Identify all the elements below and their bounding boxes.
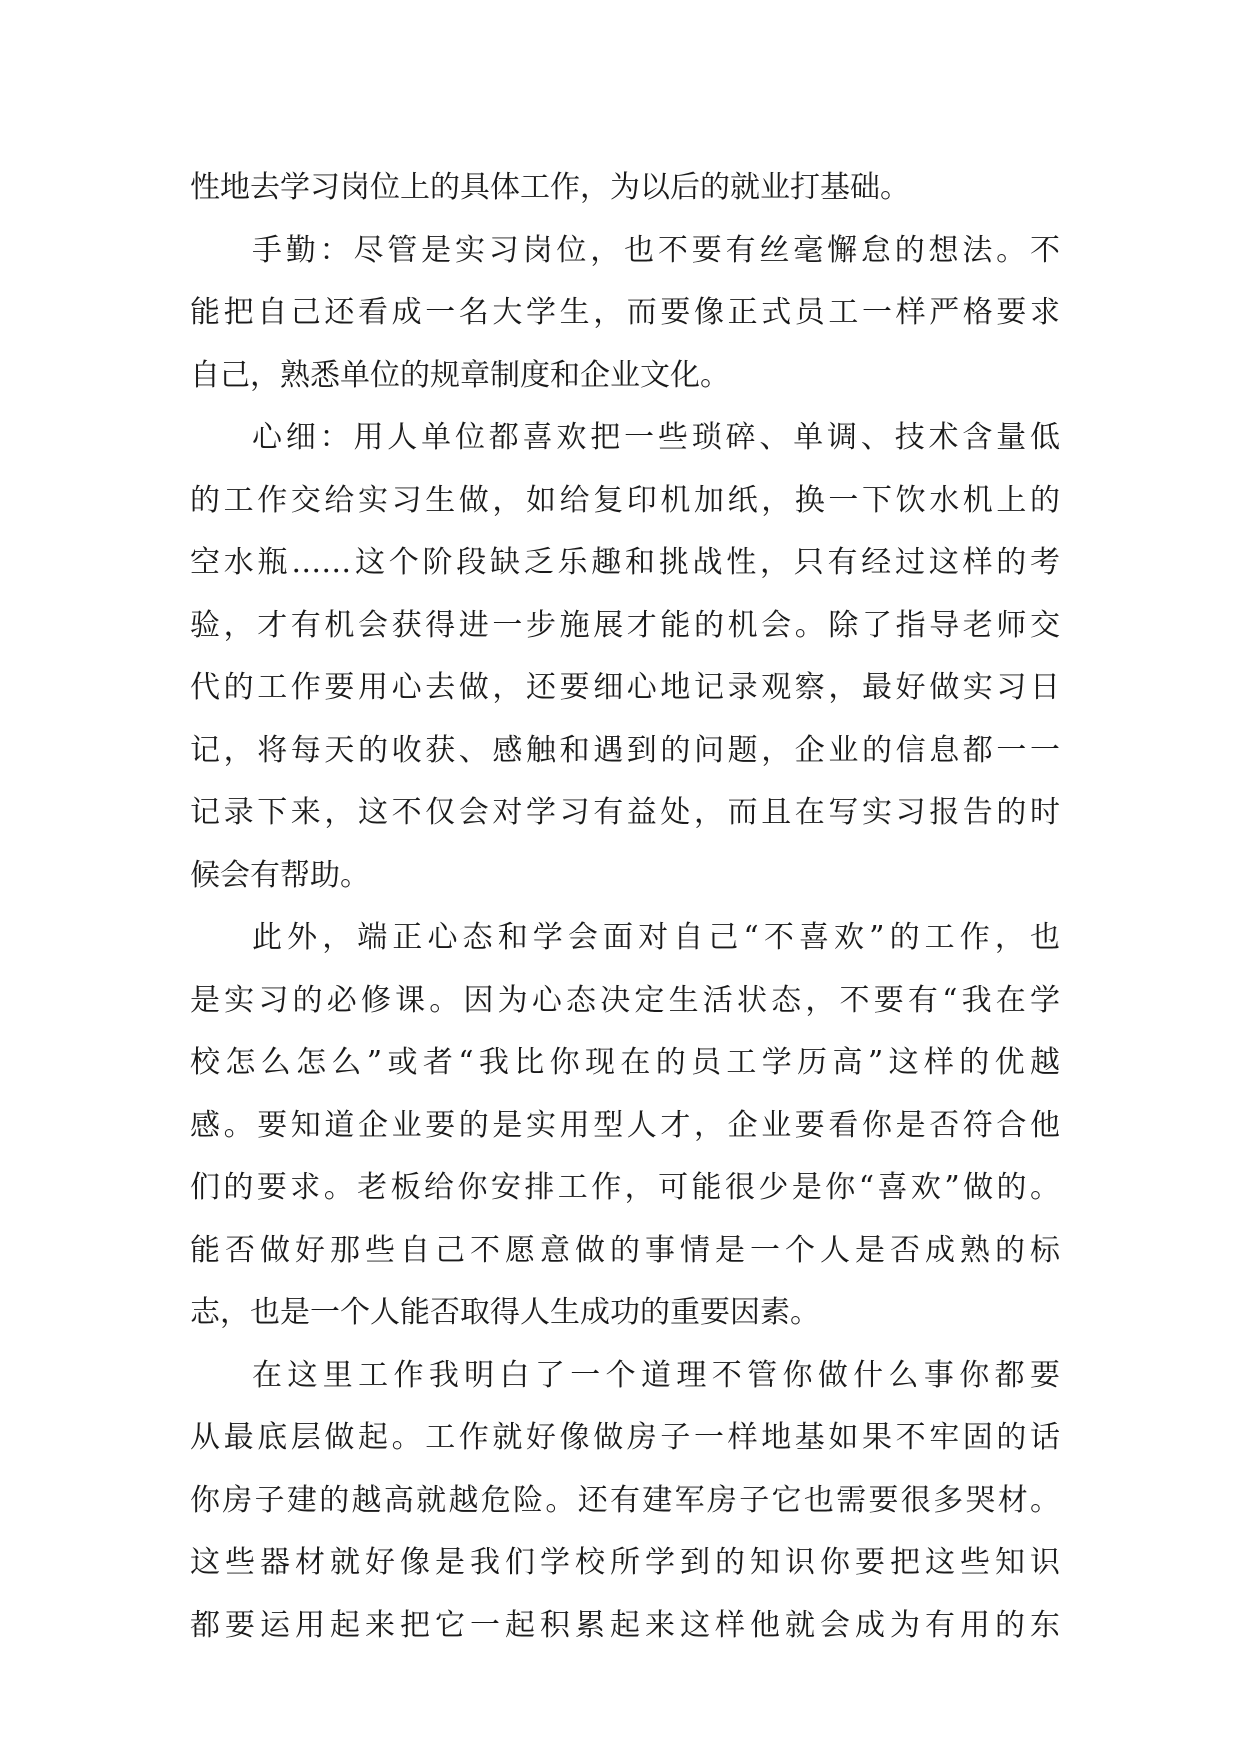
text-line: 们的要求。老板给你安排工作，可能很少是你“喜欢”做的。 [190, 1170, 1060, 1205]
text-line: 自己，熟悉单位的规章制度和企业文化。 [190, 357, 730, 393]
text-line: 你房子建的越高就越危险。还有建军房子它也需要很多哭材。 [190, 1482, 1060, 1518]
text-line: 这些器材就好像是我们学校所学到的知识你要把这些知识 [190, 1545, 1060, 1580]
text-line: 校怎么怎么”或者“我比你现在的员工学历高”这样的优越 [190, 1045, 1060, 1080]
text-line: 心细：用人单位都喜欢把一些琐碎、单调、技术含量低 [252, 420, 1060, 455]
text-line: 候会有帮助。 [190, 857, 370, 893]
text-line: 都要运用起来把它一起积累起来这样他就会成为有用的东 [190, 1607, 1060, 1643]
text-line: 记录下来，这不仅会对学习有益处，而且在写实习报告的时 [190, 795, 1060, 830]
text-line: 能否做好那些自己不愿意做的事情是一个人是否成熟的标 [190, 1232, 1060, 1268]
text-line: 空水瓶……这个阶段缺乏乐趣和挑战性，只有经过这样的考 [190, 545, 1060, 580]
text-line: 性地去学习岗位上的具体工作，为以后的就业打基础。 [190, 170, 910, 205]
text-line: 验，才有机会获得进一步施展才能的机会。除了指导老师交 [190, 607, 1060, 643]
text-line: 记，将每天的收获、感触和遇到的问题，企业的信息都一一 [190, 732, 1060, 768]
text-line: 手勤：尽管是实习岗位，也不要有丝毫懈怠的想法。不 [252, 232, 1060, 268]
text-line: 此外，端正心态和学会面对自己“不喜欢”的工作，也 [252, 920, 1060, 955]
text-line: 代的工作要用心去做，还要细心地记录观察，最好做实习日 [190, 670, 1060, 705]
text-line: 是实习的必修课。因为心态决定生活状态，不要有“我在学 [190, 982, 1060, 1018]
document-body [190, 157, 1060, 1657]
text-line: 能把自己还看成一名大学生，而要像正式员工一样严格要求 [190, 295, 1060, 330]
text-line: 在这里工作我明白了一个道理不管你做什么事你都要 [252, 1357, 1060, 1393]
text-line: 志，也是一个人能否取得人生成功的重要因素。 [190, 1295, 820, 1330]
text-line: 的工作交给实习生做，如给复印机加纸，换一下饮水机上的 [190, 482, 1060, 518]
text-line: 感。要知道企业要的是实用型人才，企业要看你是否符合他 [190, 1107, 1060, 1143]
text-line: 从最底层做起。工作就好像做房子一样地基如果不牢固的话 [190, 1420, 1060, 1455]
